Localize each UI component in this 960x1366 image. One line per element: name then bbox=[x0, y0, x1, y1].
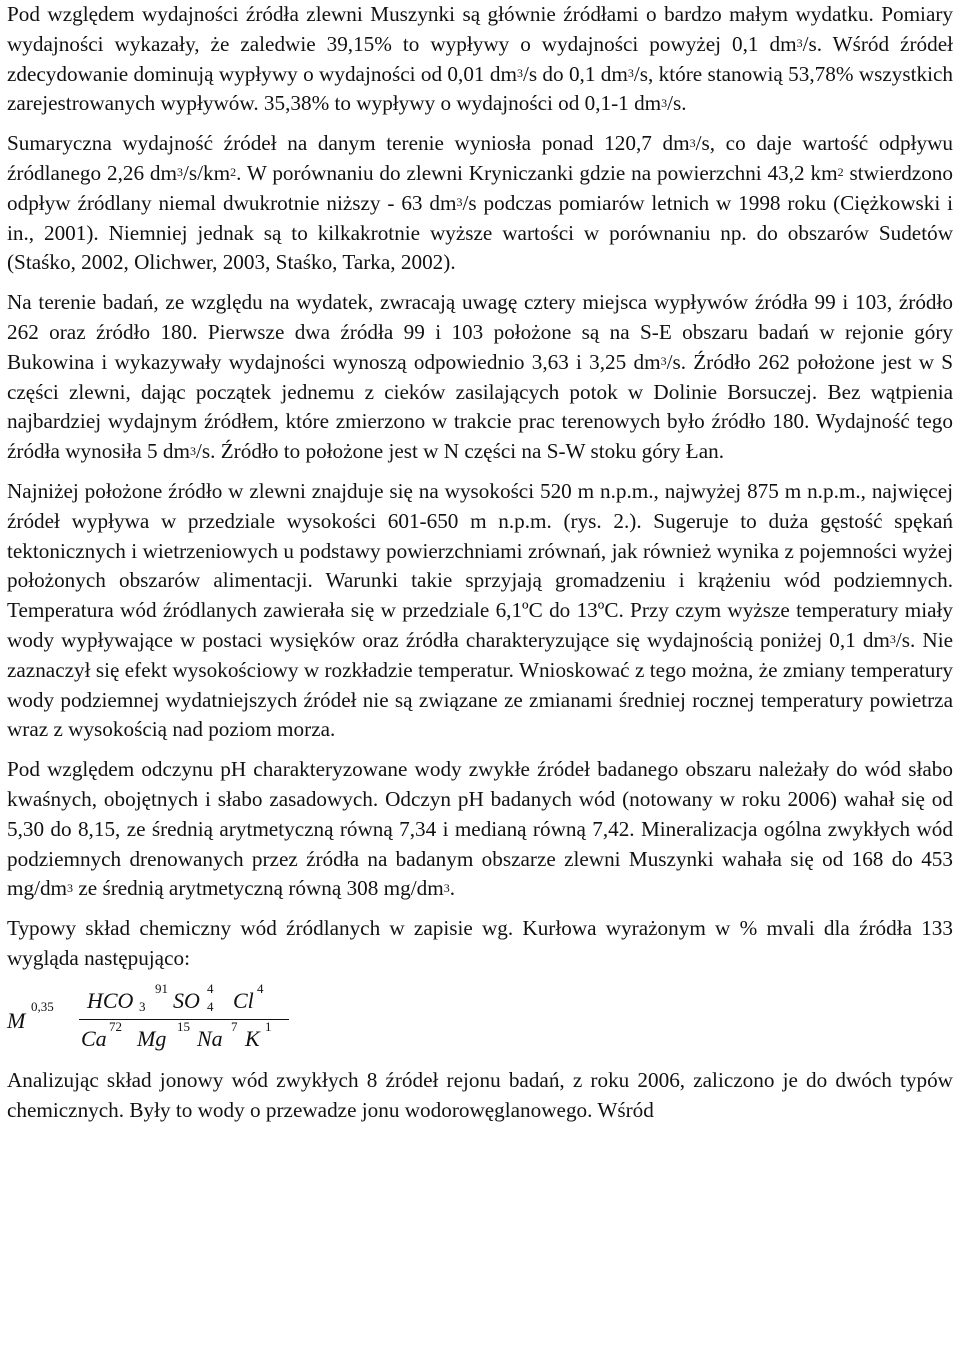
text-segment: stwierdzono odpływ źródlany niemal dwukrotnie niższy - 63 dm bbox=[7, 160, 953, 215]
text-segment: Pod względem odczynu pH charakteryzowane wody zwykłe źródeł badanego obszaru należały do wód słabo kwaśnych, obojętnych i słabo zasadowych. Odczyn pH badanych wód (notowany w roku 2006) wahał się od 5,30 do 8,15, ze średnią arytmetyczną równą 7,34 i medianą równą 7,42. Mineralizacja ogólna zwykłych wód podziemnych drenowanych przez źródła na badanym obszarze zlewni Muszynki wahała się od 168 do 453 mg/dm bbox=[7, 757, 953, 901]
formula-ion-hco: HCO bbox=[87, 987, 134, 1013]
text-segment: /s. Nie zaznaczył się efekt wysokościowy w rozkładzie temperatur. Wnioskować z tego można, że zmiany temperatury wody podziemnej wydatniejszych źródeł nie są związane ze zmianami średniej rocznej temperatury powietrza wraz z wysokością nad poziom morza. bbox=[7, 627, 953, 742]
superscript: 3 bbox=[627, 66, 634, 80]
superscript: 2 bbox=[230, 165, 237, 180]
paragraph bbox=[7, 0, 953, 119]
superscript: 3 bbox=[177, 165, 183, 180]
paragraph bbox=[7, 288, 953, 467]
text-segment: Sumaryczna wydajność źródeł na danym terenie wyniosła ponad 120,7 dm bbox=[7, 131, 690, 156]
formula-sup-cl: 4 bbox=[257, 980, 264, 996]
body-text bbox=[7, 0, 953, 974]
paragraph bbox=[7, 755, 953, 904]
text-segment: /s podczas pomiarów letnich w 1998 roku (Ciężkowski i in., 2001). Niemniej jednak są to kilkakrotnie wyższe wartości w porównaniu np. do obszarów Sudetów (Staśko, 2002, Olichwer, 2003, Staśko, Tarka, 2002). bbox=[7, 190, 953, 275]
text-segment: Najniżej położone źródło w zlewni znajduje się na wysokości 520 m n.p.m., najwyżej 875 m n.p.m., najwięcej źródeł wypływa w przedziale wysokości 601-650 m n.p.m. (rys. 2.). Sugeruje to duża gęstość spękań tektonicznych i wietrzeniowych u podstawy powierzchniami zrównań, jak również wynika z pojemności wyżej położonych obszarów alimentacji. Warunki takie sprzyjają gromadzeniu i krążeniu wód podziemnych. Temperatura wód źródlanych zawierała się w przedziale 6,1ºC do 13ºC. Przy czym wyższe temperatury miały wody wypływające w postaci wysięków oraz źródła charakteryzujące się wydajnością poniżej 0,1 dm bbox=[7, 478, 953, 652]
text-segment: /s, co daje wartość odpływu źródlanego 2,26 dm bbox=[7, 131, 953, 185]
formula-sup-hco: 91 bbox=[155, 980, 168, 996]
superscript: 3 bbox=[889, 632, 896, 647]
formula-sup-mg: 15 bbox=[177, 1018, 190, 1034]
text-segment: /s/km bbox=[183, 160, 231, 185]
text-segment: /s, które stanowią 53,78% wszystkich zarejestrowanych wypływów. 35,38% to wypływy o wydajności od 0,1-1 dm bbox=[7, 61, 953, 116]
kurlov-formula bbox=[7, 980, 953, 1056]
text-segment: /s. bbox=[667, 91, 687, 116]
text-segment: /s. Wśród źródeł zdecydowanie dominują wypływy o wydajności od 0,01 dm bbox=[7, 31, 953, 86]
text-segment: . W porównaniu do zlewni Kryniczanki gdzie na powierzchni 43,2 km bbox=[236, 160, 838, 185]
superscript: 3 bbox=[660, 354, 667, 369]
formula-ion-k: K bbox=[245, 1025, 260, 1051]
document-page bbox=[7, 0, 953, 1135]
formula-sup-so: 4 bbox=[207, 980, 214, 996]
formula-ion-ca: Ca bbox=[81, 1025, 107, 1051]
text-segment: . bbox=[449, 876, 455, 901]
paragraph bbox=[7, 129, 953, 278]
formula-sup-ca: 72 bbox=[109, 1018, 122, 1034]
text-segment: Pod względem wydajności źródła zlewni Muszynki są głównie źródłami o bardzo małym wydatku. Pomiary wydajności wykazały, że zaledwie 39,15% to wypływy o wydajności powyżej 0,1 dm bbox=[7, 2, 953, 56]
superscript: 2 bbox=[837, 165, 844, 180]
formula-ion-so: SO bbox=[173, 987, 200, 1013]
superscript: 3 bbox=[443, 880, 450, 895]
formula-ion-na: Na bbox=[197, 1025, 223, 1051]
superscript: 3 bbox=[661, 95, 668, 110]
formula-ion-mg: Mg bbox=[137, 1025, 167, 1051]
formula-m-exponent: 0,35 bbox=[31, 998, 54, 1014]
formula-sup-na: 7 bbox=[231, 1018, 238, 1034]
paragraph-final: Analizując skład jonowy wód zwykłych 8 źródeł rejonu badań, z roku 2006, zaliczono je do dwóch typów chemicznych. Były to wody o przewadze jonu wodorowęglanowego. Wśród bbox=[7, 1067, 953, 1122]
text-segment: ze średnią arytmetyczną równą 308 mg/dm bbox=[73, 876, 444, 901]
paragraph bbox=[7, 477, 953, 745]
superscript: 3 bbox=[516, 66, 523, 80]
superscript: 3 bbox=[67, 880, 74, 895]
formula-sub-so: 4 bbox=[207, 998, 214, 1014]
text-segment: /s do 0,1 dm bbox=[522, 61, 628, 86]
formula-ion-cl: Cl bbox=[233, 987, 254, 1013]
formula-sup-k: 1 bbox=[265, 1018, 272, 1034]
superscript: 3 bbox=[190, 443, 197, 458]
formula-sub-hco: 3 bbox=[139, 998, 146, 1014]
text-segment: Na terenie badań, ze względu na wydatek, zwracają uwagę cztery miejsca wypływów źródła 99 i 103, źródło 262 oraz źródło 180. Pierwsze dwa źródła 99 i 103 położone są na S-E obszaru badań w rejonie góry Bukowina i wykazywały wydajności wynoszą odpowiednio 3,63 i 3,25 dm bbox=[7, 290, 953, 374]
formula-m: M bbox=[7, 1007, 26, 1033]
superscript: 3 bbox=[689, 135, 696, 150]
text-segment: Typowy skład chemiczny wód źródlanych w zapisie wg. Kurłowa wyrażonym w % mvali dla źródła 133 wygląda następująco: bbox=[7, 916, 953, 970]
text-segment: /s. Źródło 262 położone jest w S części zlewni, dając początek jednemu z cieków zasilających potok w Dolinie Borsuczej. Bez wątpienia najbardziej wydajnym źródłem, które zmierzono w trakcie prac terenowych było źródło 180. Wydajność tego źródła wynosiła 5 dm bbox=[7, 349, 954, 464]
text-segment: /s. Źródło to położone jest w N części na S-W stoku góry Łan. bbox=[196, 439, 725, 464]
superscript: 3 bbox=[796, 36, 803, 51]
superscript: 3 bbox=[456, 195, 463, 210]
paragraph bbox=[7, 914, 953, 974]
